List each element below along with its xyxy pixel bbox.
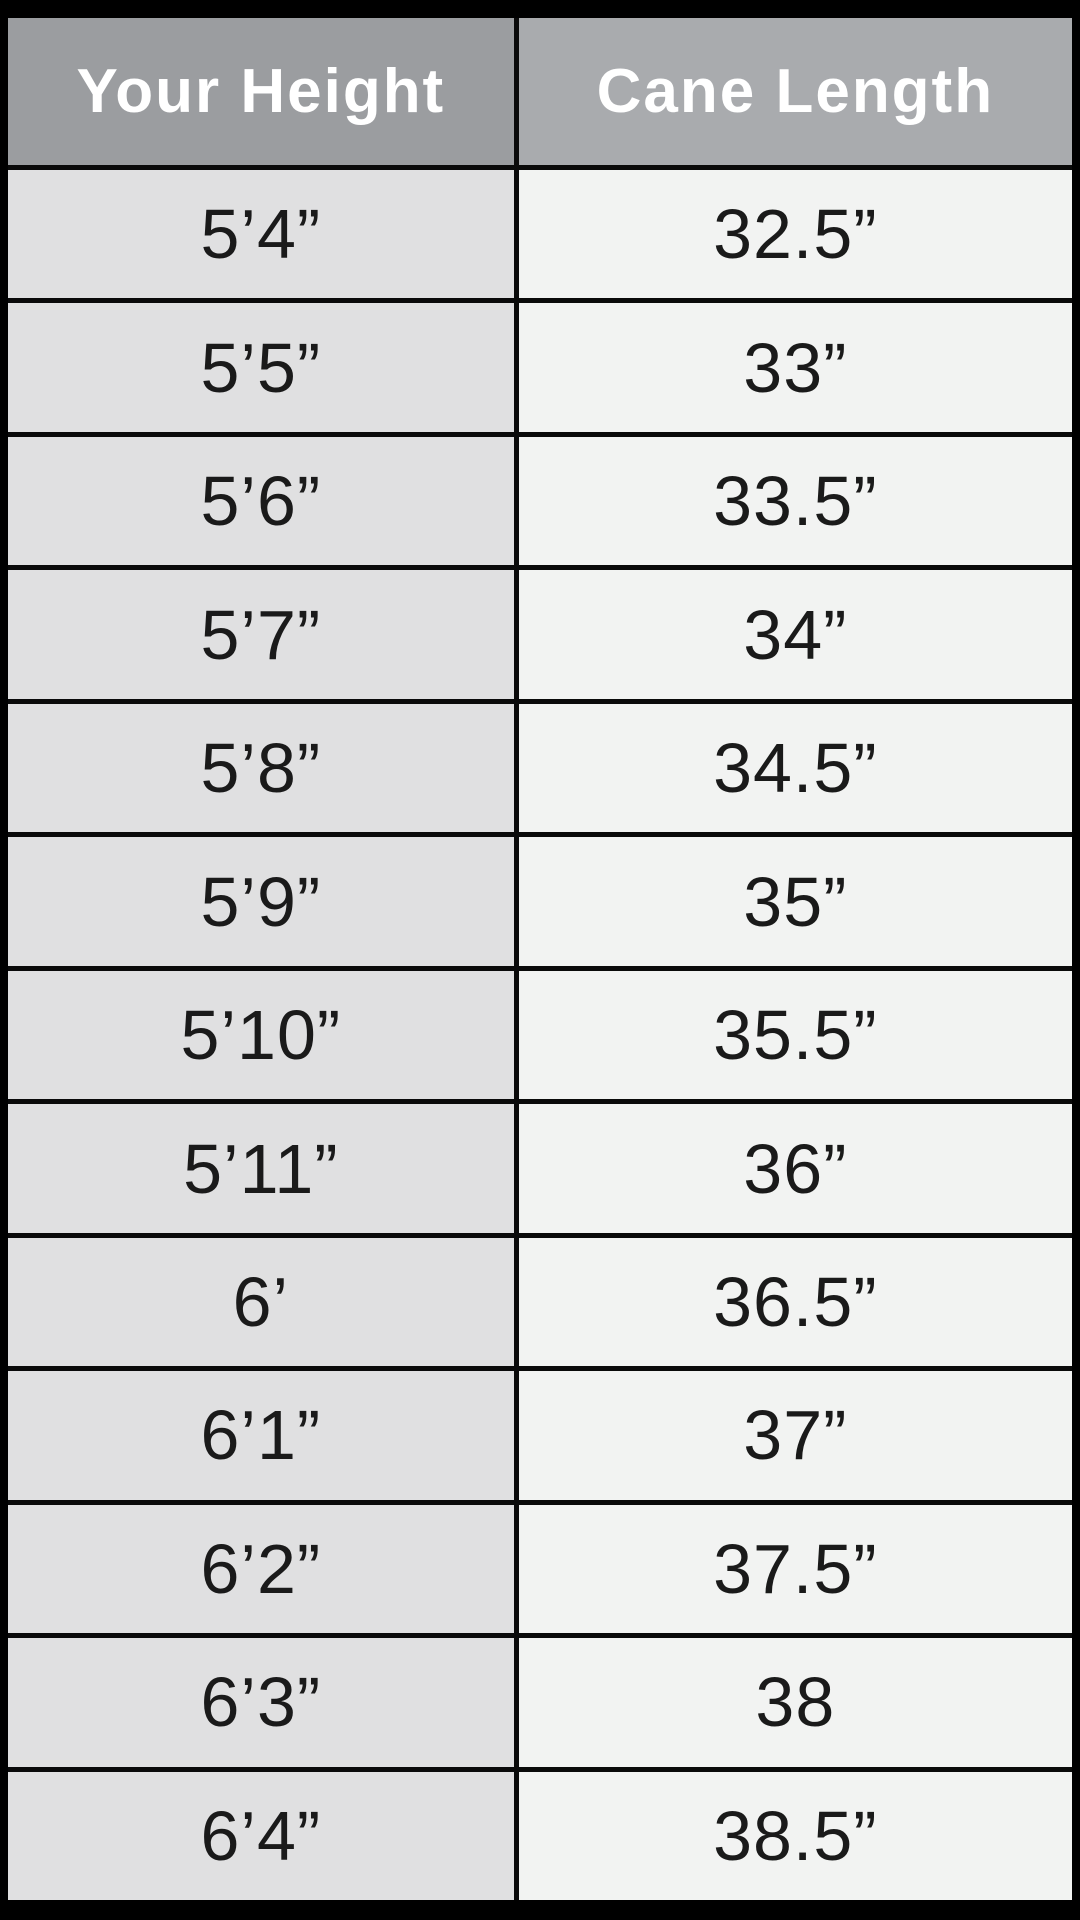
height-cell: 6’3” (8, 1638, 519, 1766)
cane-length-cell: 38.5” (519, 1772, 1072, 1900)
cane-length-cell: 33” (519, 303, 1072, 431)
height-cell: 5’11” (8, 1104, 519, 1232)
table-row (8, 1366, 1072, 1499)
cane-length-table (8, 18, 1072, 1900)
table-header-row (8, 18, 1072, 165)
table-row (8, 966, 1072, 1099)
height-cell: 6’1” (8, 1371, 519, 1499)
height-cell: 5’8” (8, 704, 519, 832)
table-row (8, 165, 1072, 298)
table-row (8, 298, 1072, 431)
height-cell: 6’ (8, 1238, 519, 1366)
height-cell: 5’10” (8, 971, 519, 1099)
cane-length-cell: 34” (519, 570, 1072, 698)
cane-length-cell: 33.5” (519, 437, 1072, 565)
height-cell: 5’4” (8, 170, 519, 298)
cane-length-cell: 37.5” (519, 1505, 1072, 1633)
height-cell: 5’7” (8, 570, 519, 698)
table-row (8, 699, 1072, 832)
cane-length-cell: 36” (519, 1104, 1072, 1232)
height-cell: 5’5” (8, 303, 519, 431)
height-cell: 6’2” (8, 1505, 519, 1633)
height-cell: 6’4” (8, 1772, 519, 1900)
table-row (8, 1633, 1072, 1766)
cane-length-cell: 34.5” (519, 704, 1072, 832)
cane-length-cell: 38 (519, 1638, 1072, 1766)
table-row (8, 832, 1072, 965)
table-row (8, 1233, 1072, 1366)
height-cell: 5’9” (8, 837, 519, 965)
cane-length-cell: 32.5” (519, 170, 1072, 298)
table-row (8, 1767, 1072, 1900)
cane-length-cell: 37” (519, 1371, 1072, 1499)
cane-length-cell: 35” (519, 837, 1072, 965)
cane-length-cell: 35.5” (519, 971, 1072, 1099)
table-row (8, 432, 1072, 565)
table-row (8, 1500, 1072, 1633)
header-cane-length: Cane Length (519, 18, 1072, 165)
height-cell: 5’6” (8, 437, 519, 565)
table-row (8, 565, 1072, 698)
cane-length-cell: 36.5” (519, 1238, 1072, 1366)
header-your-height: Your Height (8, 18, 519, 165)
table-row (8, 1099, 1072, 1232)
